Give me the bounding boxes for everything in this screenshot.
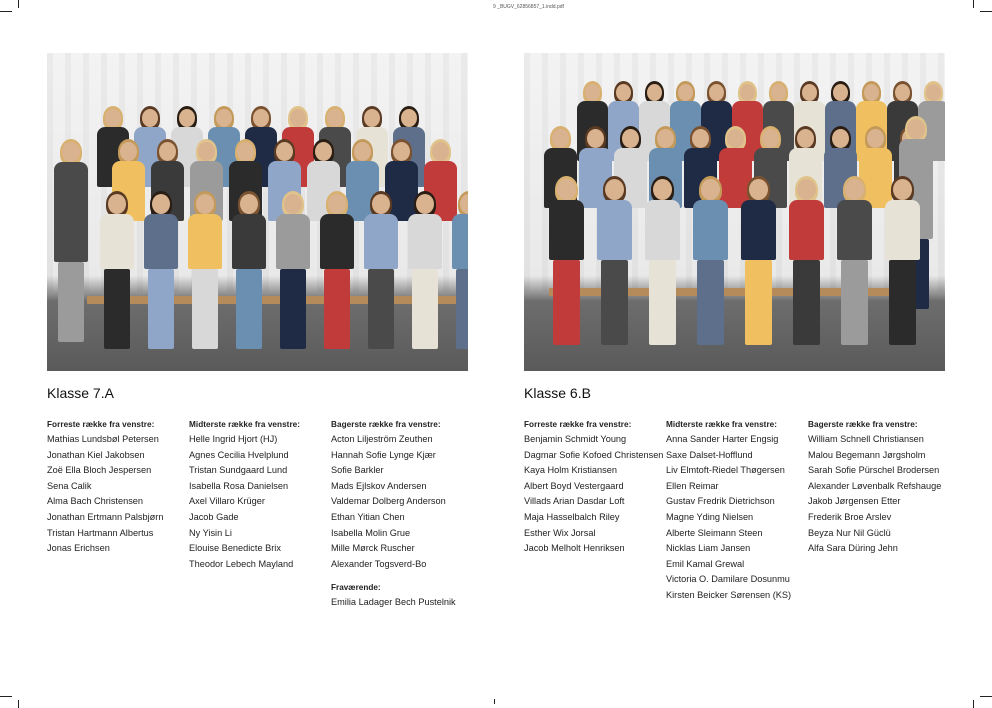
student-name: Ny Yisin Li	[189, 527, 232, 538]
student-name: Victoria O. Damilare Dosunmu	[666, 574, 790, 585]
student-name: Tristan Hartmann Albertus	[47, 527, 154, 538]
student-name: Gustav Fredrik Dietrichson	[666, 496, 775, 507]
student-name: Liv Elmtoft-Riedel Thøgersen	[666, 465, 785, 476]
student-name: Sarah Sofie Pürschel Brodersen	[808, 465, 940, 476]
class-title: Klasse 6.B	[524, 385, 591, 401]
student-name: Jakob Jørgensen Etter	[808, 496, 901, 507]
student-name: Maja Hasselbalch Riley	[524, 511, 620, 522]
student-name: Jacob Gade	[189, 511, 239, 522]
student-name: Jonathan Kiel Jakobsen	[47, 449, 145, 460]
column-header: Bagerste række fra venstre:	[808, 420, 918, 429]
crop-mark	[973, 700, 974, 708]
column-header: Midterste række fra venstre:	[666, 420, 778, 429]
student-name: Zoë Ella Bloch Jespersen	[47, 465, 152, 476]
name-column-back	[331, 418, 456, 611]
student-name: Nicklas Liam Jansen	[666, 543, 751, 554]
class-photo-7a	[47, 53, 468, 371]
class-title: Klasse 7.A	[47, 385, 114, 401]
slug-text: 9 _BUGV_62856857_1.indd.pdf	[493, 4, 564, 10]
student-name: Villads Arian Dasdar Loft	[524, 496, 625, 507]
student-name: Ethan Yitian Chen	[331, 511, 405, 522]
absent-header: Fraværende:	[331, 583, 381, 593]
student-name: Isabella Rosa Danielsen	[189, 480, 289, 491]
student-name: Malou Begemann Jørgsholm	[808, 449, 926, 460]
student-name: Tristan Sundgaard Lund	[189, 465, 288, 476]
student-name: Hannah Sofie Lynge Kjær	[331, 449, 436, 460]
name-column-middle	[666, 418, 791, 604]
crop-mark	[973, 0, 974, 8]
crop-mark	[980, 11, 992, 12]
student-name: Jonas Erichsen	[47, 543, 110, 554]
student-name: Esther Wix Jorsal	[524, 527, 596, 538]
student-name: Sena Calik	[47, 480, 92, 491]
student-name: Axel Villaro Krüger	[189, 496, 265, 507]
student-name: Mille Mørck Ruscher	[331, 543, 415, 554]
name-column-front	[47, 418, 163, 557]
student-name: Valdemar Dolberg Anderson	[331, 496, 446, 507]
student-name: Jacob Melholt Henriksen	[524, 543, 625, 554]
student-name: Elouise Benedicte Brix	[189, 543, 281, 554]
student-name: Acton Liljeström Zeuthen	[331, 434, 433, 444]
student-name: Kaya Holm Kristiansen	[524, 465, 617, 476]
student-name: William Schnell Christiansen	[808, 434, 924, 444]
student-name: Alma Bach Christensen	[47, 496, 144, 507]
student-name: Emilia Ladager Bech Pustelnik	[331, 597, 456, 608]
column-header: Forreste række fra venstre:	[524, 420, 632, 429]
name-column-back	[808, 418, 941, 557]
student-name: Mads Ejlskov Andersen	[331, 480, 427, 491]
student-name: Alexander Togsverd-Bo	[331, 558, 427, 569]
column-header: Bagerste række fra venstre:	[331, 420, 441, 429]
student-name: Frederik Broe Arslev	[808, 511, 892, 522]
student-name: Magne Yding Nielsen	[666, 511, 754, 522]
student-name: Alexander Løvenbalk Refshauge	[808, 480, 942, 491]
name-column-front	[524, 418, 663, 557]
column-header: Forreste række fra venstre:	[47, 420, 155, 429]
student-name: Saxe Dalset-Hofflund	[666, 449, 753, 460]
crop-mark	[18, 700, 19, 708]
student-name: Jonathan Ertmann Palsbjørn	[47, 511, 164, 522]
student-name: Sofie Barkler	[331, 465, 384, 476]
crop-mark	[0, 11, 12, 12]
student-name: Benjamin Schmidt Young	[524, 434, 627, 444]
student-name: Kirsten Beicker Sørensen (KS)	[666, 589, 792, 600]
crop-mark	[980, 696, 992, 697]
student-name: Theodor Lebech Mayland	[189, 558, 294, 569]
student-name: Helle Ingrid Hjort (HJ)	[189, 434, 278, 444]
name-column-middle	[189, 418, 300, 572]
student-name: Alberte Sleimann Steen	[666, 527, 763, 538]
column-header: Midterste række fra venstre:	[189, 420, 301, 429]
student-name: Mathias Lundsbøl Petersen	[47, 434, 159, 444]
student-name: Albert Boyd Vestergaard	[524, 480, 624, 491]
crop-mark	[18, 0, 19, 8]
student-name: Beyza Nur Nil Güclü	[808, 527, 891, 538]
crop-mark	[0, 696, 12, 697]
bench	[87, 296, 457, 304]
student-name: Alfa Sara Düring Jehn	[808, 543, 898, 554]
student-name: Agnes Cecilia Hvelplund	[189, 449, 289, 460]
student-name: Emil Kamal Grewal	[666, 558, 745, 569]
crop-mark	[494, 699, 495, 704]
student-name: Isabella Molin Grue	[331, 527, 411, 538]
student-name: Dagmar Sofie Kofoed Christensen	[524, 449, 664, 460]
student-name: Ellen Reimar	[666, 480, 719, 491]
class-photo-6b	[524, 53, 945, 371]
student-name: Anna Sander Harter Engsig	[666, 434, 779, 444]
